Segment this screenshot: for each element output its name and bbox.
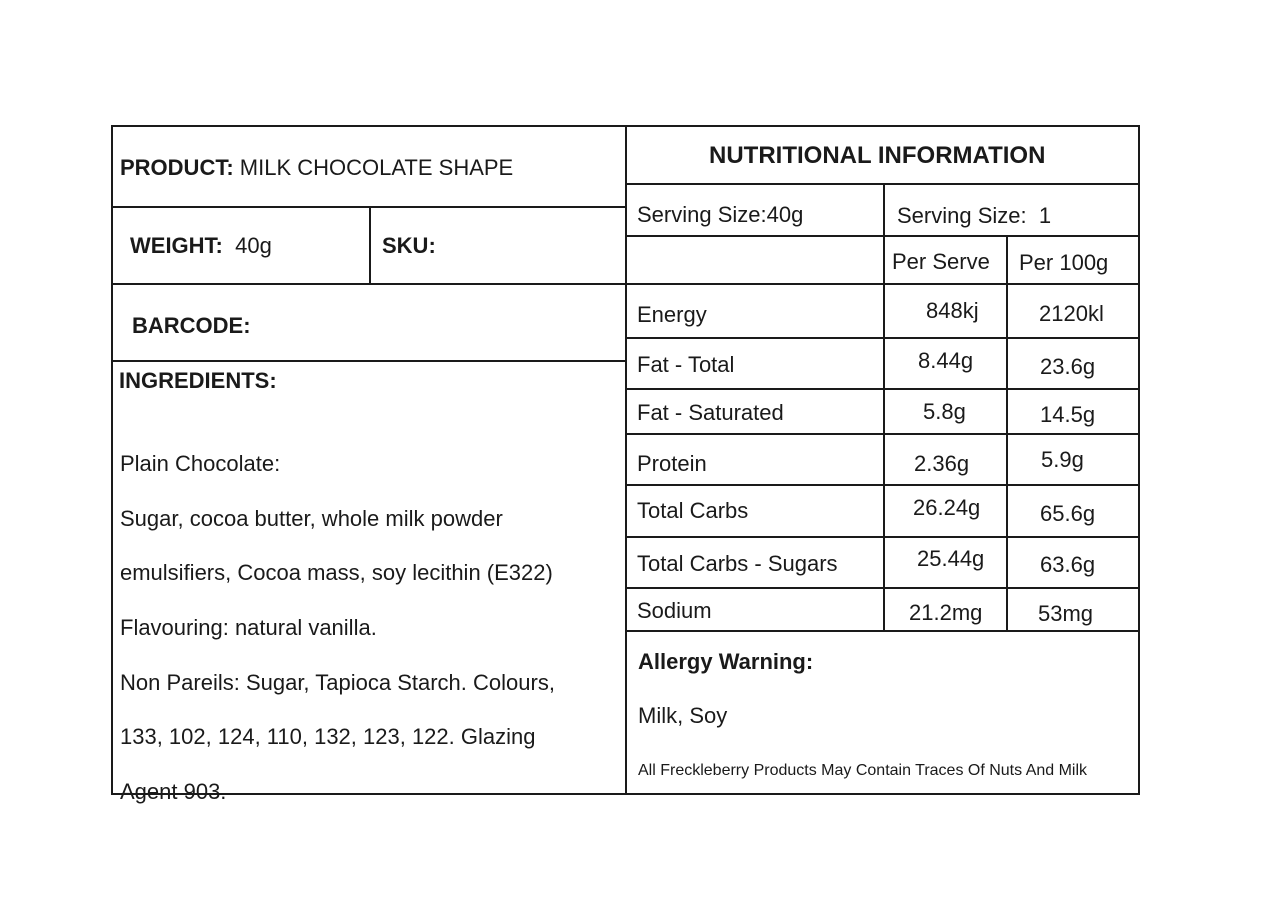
product-name: MILK CHOCOLATE SHAPE — [239, 155, 514, 180]
product-field — [120, 157, 513, 179]
nutrient-per-100g: 5.9g — [1041, 447, 1084, 472]
ingredients-line: emulsifiers, Cocoa mass, soy lecithin (E322) — [120, 560, 553, 586]
weight-field — [130, 235, 272, 257]
divider — [625, 433, 1138, 435]
nutrient-name: Sodium — [637, 598, 712, 623]
nutrient-per-serve: 25.44g — [917, 546, 985, 571]
nutrient-name: Protein — [637, 451, 707, 476]
nutrient-per-serve: 21.2mg — [909, 600, 983, 625]
nutrient-name: Total Carbs - Sugars — [637, 551, 838, 576]
divider — [625, 235, 1138, 237]
nutrient-per-serve: 848kj — [926, 298, 979, 323]
ingredients-line: Plain Chocolate: — [120, 451, 281, 477]
nutrient-per-100g: 14.5g — [1040, 402, 1096, 427]
nutrient-per-serve: 2.36g — [914, 451, 970, 476]
column-divider — [625, 127, 627, 793]
divider — [625, 630, 1138, 632]
nutrient-per-serve: 8.44g — [918, 348, 974, 373]
sku-field — [382, 235, 436, 257]
divider — [369, 206, 371, 283]
divider — [625, 536, 1138, 538]
ingredients-line: Sugar, cocoa butter, whole milk powder — [120, 505, 503, 531]
nutrient-name: Energy — [637, 302, 707, 327]
col-per-serve: Per Serve — [892, 249, 990, 274]
allergy-label: Allergy Warning: — [638, 649, 814, 674]
ingredients-line: Non Pareils: Sugar, Tapioca Starch. Colours, — [120, 669, 555, 695]
ingredients-line: 133, 102, 124, 110, 132, 123, 122. Glazing — [120, 724, 536, 750]
divider — [625, 388, 1138, 390]
nutrition-title: NUTRITIONAL INFORMATION — [709, 142, 1046, 169]
ingredients-label: INGREDIENTS: — [119, 368, 277, 393]
divider — [625, 183, 1138, 185]
divider — [625, 587, 1138, 589]
serving-size-label: Serving Size: — [637, 202, 767, 227]
barcode-label: BARCODE: — [132, 313, 251, 338]
divider — [113, 283, 625, 285]
nutrient-per-100g: 53mg — [1038, 601, 1094, 626]
ingredients-list — [120, 423, 620, 832]
nutrient-per-100g: 2120kl — [1039, 301, 1104, 326]
allergy-disclaimer: All Freckleberry Products May Contain Traces Of Nuts And Milk — [638, 762, 1088, 779]
weight-label: WEIGHT: — [130, 233, 223, 258]
serving-size-value: 40g — [766, 202, 804, 227]
divider — [113, 360, 625, 362]
nutrient-per-100g: 63.6g — [1040, 552, 1096, 577]
servings-value: 1 — [1038, 203, 1052, 228]
nutrient-name: Total Carbs — [637, 498, 749, 523]
divider — [1006, 235, 1008, 630]
product-label-text: PRODUCT: — [120, 155, 234, 180]
servings-label: Serving Size: — [897, 203, 1027, 228]
col-per-100g: Per 100g — [1019, 250, 1109, 275]
divider — [625, 337, 1138, 339]
nutrient-name: Fat - Total — [637, 352, 735, 377]
sku-label: SKU: — [382, 233, 436, 258]
divider — [625, 484, 1138, 486]
barcode-field — [132, 315, 251, 337]
nutrient-per-serve: 26.24g — [913, 495, 981, 520]
nutrient-per-100g: 65.6g — [1040, 501, 1096, 526]
ingredients-line: Flavouring: natural vanilla. — [120, 615, 377, 641]
allergy-value: Milk, Soy — [638, 703, 728, 728]
product-label — [111, 125, 1140, 804]
nutrient-name: Fat - Saturated — [637, 400, 784, 425]
divider — [883, 183, 885, 630]
nutrient-per-100g: 23.6g — [1040, 354, 1096, 379]
servings-field — [897, 205, 1051, 227]
ingredients-line: Agent 903. — [120, 778, 227, 804]
serving-size-field — [637, 204, 803, 226]
divider — [625, 283, 1138, 285]
nutrient-per-serve: 5.8g — [923, 399, 966, 424]
weight-value: 40g — [235, 233, 272, 258]
